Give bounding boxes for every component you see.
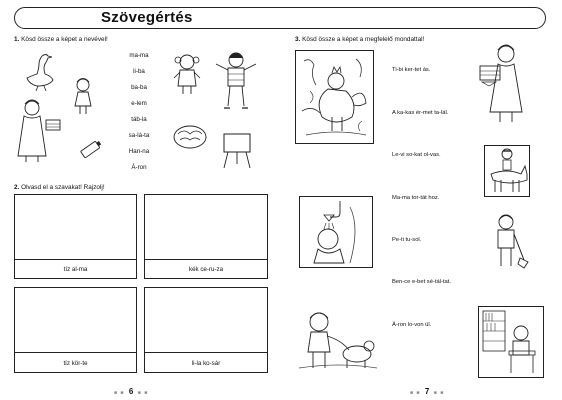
word-item: táb-la: [131, 116, 147, 123]
boy-picture: [210, 50, 262, 112]
sentence-item: Ti-bi ker-tet ás.: [392, 67, 431, 73]
board-picture: [220, 130, 254, 170]
box-caption: tíz al-ma: [63, 266, 88, 273]
section-3-number: 3.: [295, 36, 301, 43]
section-2-number: 2.: [14, 184, 20, 191]
page-number-value: 6: [128, 387, 134, 396]
rooster-picture: [296, 51, 373, 143]
shower-picture-frame: [299, 196, 373, 268]
decor-dots: ■ ■: [433, 390, 445, 396]
drawing-box[interactable]: [14, 194, 137, 279]
section-3-instruction: Kösd össze a képet a megfelelő mondattal!: [302, 36, 425, 43]
sentence-item: A ka-kas ér-met ta-lál.: [392, 110, 449, 116]
section-2-heading: [14, 184, 105, 191]
boy-digging-picture: [486, 212, 532, 270]
shower-picture: [300, 197, 372, 267]
reading-picture-frame: [478, 306, 544, 378]
doll-picture: [72, 76, 94, 116]
section-1-heading: [14, 36, 108, 43]
rooster-picture-frame: [295, 50, 374, 144]
drawing-box[interactable]: [144, 194, 268, 279]
word-item: li-ba: [133, 68, 145, 75]
sentence-item: Le-vi so-kat ol-vas.: [392, 152, 441, 158]
word-item: Á-ron: [131, 164, 147, 171]
sentence-item: Ben-ce e-bet sé-tál-tat.: [392, 279, 451, 285]
word-item: ma-ma: [129, 52, 149, 59]
section-1-number: 1.: [14, 36, 20, 43]
box-caption: tíz kör-te: [63, 360, 88, 367]
drawing-box[interactable]: [14, 287, 137, 373]
word-item: ba-ba: [131, 84, 147, 91]
decor-dots: ■ ■: [114, 390, 125, 396]
title-bar: [14, 7, 546, 29]
section-2-instruction: Olvasd el a szavakat! Rajzolj!: [21, 184, 105, 191]
caption-divider: [15, 352, 136, 353]
boy-dog-picture: [297, 306, 379, 372]
page-title: Szövegértés: [101, 9, 193, 26]
decor-dots: ■ ■: [137, 390, 149, 396]
box-caption: kék ce-ru-za: [188, 266, 224, 273]
caption-divider: [145, 352, 267, 353]
sentence-item: Ma-ma tor-tát hoz.: [392, 195, 440, 201]
box-caption: li-la ko-sár: [191, 360, 221, 367]
page-number-value: 7: [424, 387, 430, 396]
horse-picture-frame: [484, 145, 530, 197]
page-number-left: [114, 381, 148, 399]
lettuce-picture: [172, 122, 208, 150]
horse-rider-picture: [485, 146, 529, 196]
goose-picture: [24, 52, 56, 92]
page-number-right: [410, 381, 444, 399]
word-item: e-lem: [131, 100, 147, 107]
caption-divider: [145, 259, 267, 260]
decor-dots: ■ ■: [410, 390, 421, 396]
grandma-cake-picture: [476, 42, 530, 124]
drawing-box[interactable]: [144, 287, 268, 373]
battery-picture: [78, 138, 104, 160]
grandma-cake-picture: [12, 98, 66, 164]
word-item: Han-na: [128, 148, 150, 155]
sentence-item: Pe-ti tu-sol.: [392, 237, 422, 243]
sentence-item: Á-ron lo-von ül.: [392, 322, 432, 328]
word-item: sa-lá-ta: [128, 132, 150, 139]
boy-reading-picture: [479, 307, 543, 377]
girl-picture: [172, 52, 202, 96]
caption-divider: [15, 259, 136, 260]
section-1-instruction: Kösd össze a képet a nevével!: [21, 36, 108, 43]
section-3-heading: [295, 36, 424, 43]
